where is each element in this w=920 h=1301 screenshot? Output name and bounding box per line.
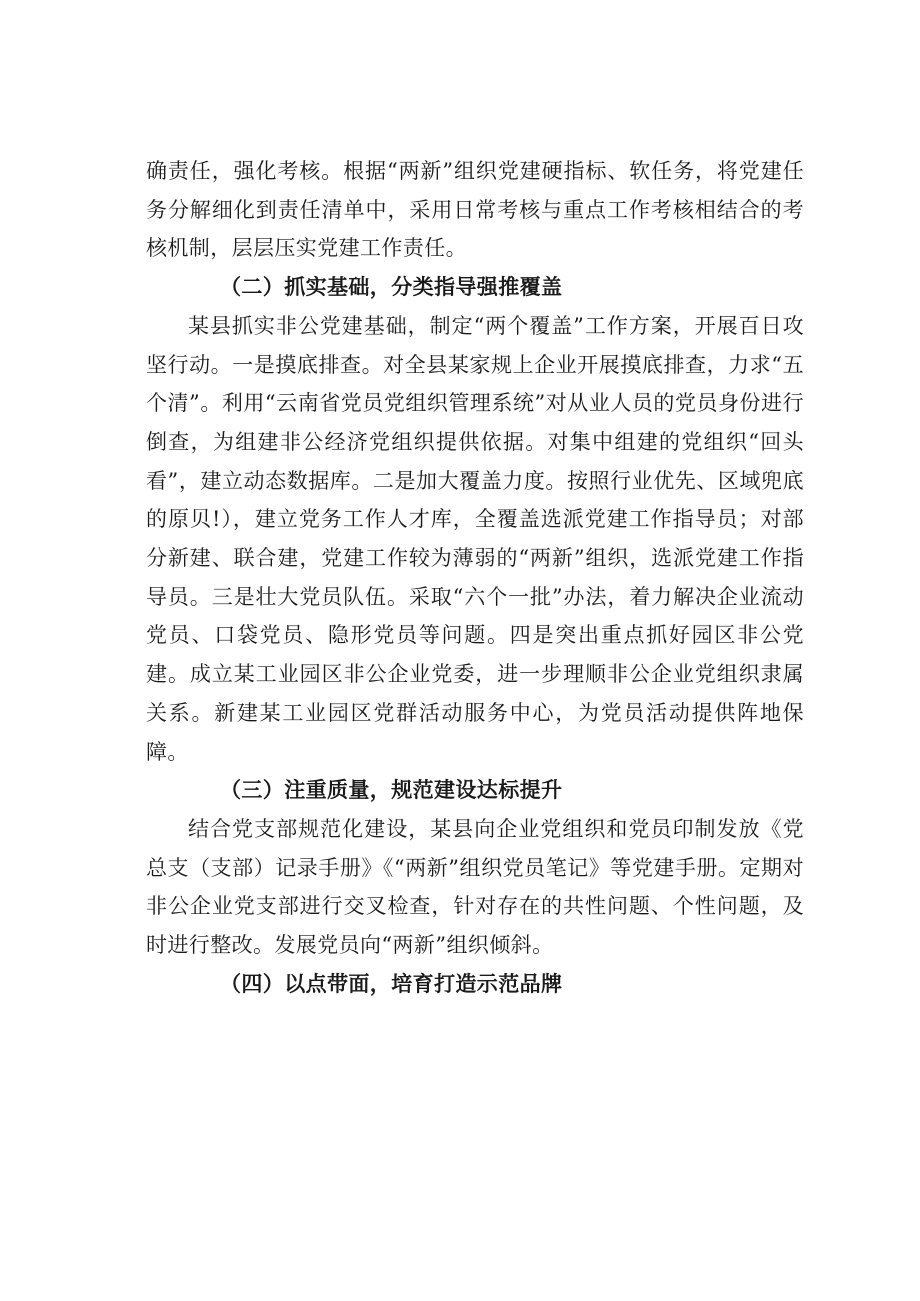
section-heading-4: （四）以点带面，培育打造示范品牌 <box>220 971 563 996</box>
body-paragraph-continued: 确责任，强化考核。根据“两新”组织党建硬指标、软任务，将党建任务分解细化到责任清单中，采用日常考核与重点工作考核相结合的考核机制，层层压实党建工作责任。 <box>146 159 804 261</box>
section-heading-2: （二）抓实基础，分类指导强推覆盖 <box>220 275 563 300</box>
document-body <box>146 152 804 1003</box>
body-paragraph-2: 某县抓实非公党建基础，制定“两个覆盖”工作方案，开展百日攻坚行动。一是摸底排查。对全县某家规上企业开展摸底排查，力求“五个清”。利用“云南省党员党组织管理系统”对从业人员的党员身份进行倒查，为组建非公经济党组织提供依据。对集中组建的党组织“回头看”，建立动态数据库。二是加大覆盖力度。按照行业优先、区域兜底的原贝!），建立党务工作人才库，全覆盖选派党建工作指导员；对部分新建、联合建，党建工作较为薄弱的“两新”组织，选派党建工作指导员。三是壮大党员队伍。采取“六个一批”办法，着力解决企业流动党员、口袋党员、隐形党员等问题。四是突出重点抓好园区非公党建。成立某工业园区非公企业党委，进一步理顺非公企业党组织隶属关系。新建某工业园区党群活动服务中心，为党员活动提供阵地保障。 <box>146 313 804 764</box>
body-paragraph-3: 结合党支部规范化建设，某县向企业党组织和党员印制发放《党总支（支部）记录手册》《“两新”组织党员笔记》等党建手册。定期对非公企业党支部进行交叉检查，针对存在的共性问题、个性问题，及时进行整改。发展党员向“两新”组织倾斜。 <box>146 816 804 958</box>
section-heading-3: （三）注重质量，规范建设达标提升 <box>220 778 563 803</box>
